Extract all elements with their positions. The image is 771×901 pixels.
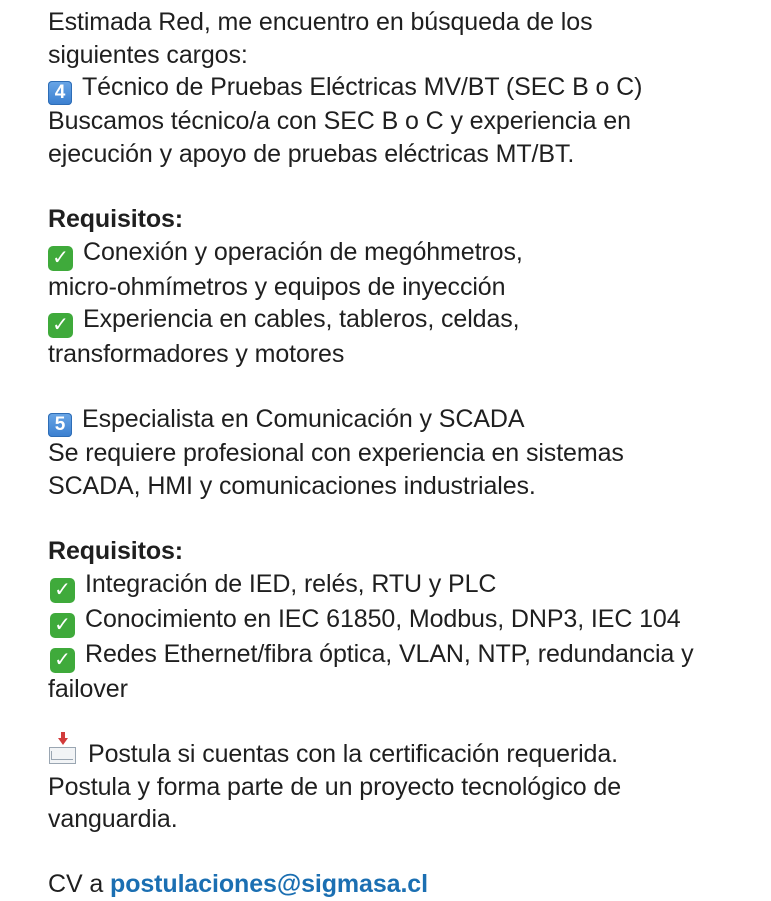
spacer: [48, 503, 748, 536]
cv-prefix: CV a: [48, 870, 111, 899]
spacer: [48, 836, 748, 869]
check-mark-button-icon: ✓: [50, 613, 75, 638]
spacer: [48, 705, 748, 738]
keycap-digit-four-icon: 4: [48, 81, 72, 105]
apply-text-1: Postula si cuentas con la certificación requerida.: [88, 739, 619, 768]
job-5-requirement-3-line-1: [48, 638, 748, 673]
chat-message-text: [48, 6, 748, 901]
job-4-requirement-2-line-1: [48, 303, 748, 338]
apply-line-3: vanguardia.: [48, 805, 178, 834]
job-5-requirement-3-text: Redes Ethernet/fibra óptica, VLAN, NTP, redundancia y: [85, 639, 694, 668]
job-4-description-line-1: Buscamos técnico/a con SEC B o C y experiencia en: [48, 107, 631, 136]
job-5-description-line-1: Se requiere profesional con experiencia en sistemas: [48, 439, 624, 468]
job-5-description-line-2: SCADA, HMI y comunicaciones industriales.: [48, 471, 536, 500]
job-4-requirement-1-line-2: micro-ohmímetros y equipos de inyección: [48, 272, 506, 301]
job-4-title-line: [48, 71, 748, 105]
email-link[interactable]: postulaciones@sigmasa.cl: [110, 870, 428, 899]
apply-line-2: Postula y forma parte de un proyecto tecnológico de: [48, 772, 622, 801]
intro-line-1: Estimada Red, me encuentro en búsqueda de los: [48, 8, 593, 36]
job-5-requirement-2: [48, 603, 748, 638]
job-5-requirement-1: [48, 568, 748, 603]
keycap-digit-five-icon: 5: [48, 413, 72, 437]
job-5-requirement-3-line-2: failover: [48, 674, 128, 703]
envelope-with-arrow-icon: [49, 744, 76, 764]
job-4-description-line-2: ejecución y apoyo de pruebas eléctricas MT/BT.: [48, 139, 575, 168]
check-mark-button-icon: ✓: [48, 313, 73, 338]
job-4-requirement-1-text: Conexión y operación de megóhmetros,: [83, 237, 523, 266]
job-4-requirements-heading: Requisitos:: [48, 204, 184, 233]
job-5-requirement-2-text: Conocimiento en IEC 61850, Modbus, DNP3, IEC 104: [85, 604, 681, 633]
check-mark-button-icon: ✓: [50, 578, 75, 603]
check-mark-button-icon: ✓: [50, 648, 75, 673]
job-5-title-line: [48, 403, 748, 437]
check-mark-button-icon: ✓: [48, 246, 73, 271]
cv-line: [48, 868, 748, 901]
spacer: [48, 371, 748, 404]
job-4-requirement-1-line-1: [48, 236, 748, 271]
job-5-title: Especialista en Comunicación y SCADA: [82, 405, 525, 434]
apply-line-1: [48, 738, 748, 771]
job-5-requirement-1-text: Integración de IED, relés, RTU y PLC: [85, 569, 497, 598]
job-4-requirement-2-text: Experiencia en cables, tableros, celdas,: [83, 305, 520, 334]
job-4-title: Técnico de Pruebas Eléctricas MV/BT (SEC B o C): [82, 73, 643, 102]
spacer: [48, 170, 748, 203]
intro-line-2: siguientes cargos:: [48, 40, 248, 69]
job-4-requirement-2-line-2: transformadores y motores: [48, 340, 345, 369]
job-5-requirements-heading: Requisitos:: [48, 537, 184, 566]
